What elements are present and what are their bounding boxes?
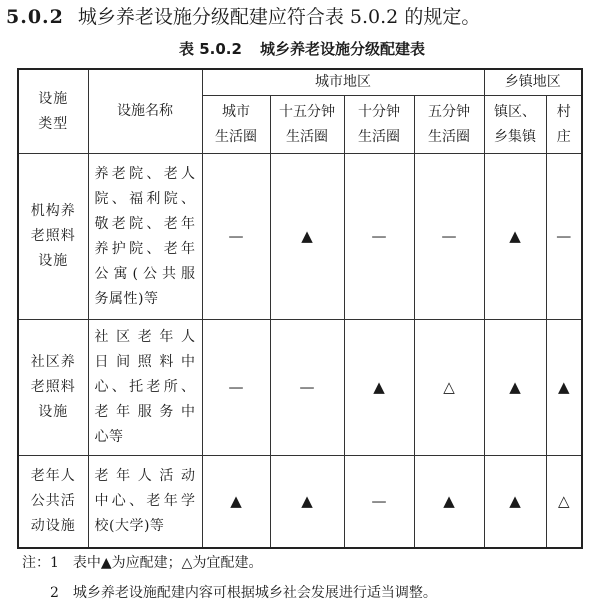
table-caption — [0, 38, 604, 59]
facility-name: 养老院、老人 院、福利院、 敬老院、老年 养护院、老年 公寓(公共服 务属性)等 — [88, 154, 202, 320]
table-label: 表 5.0.2 — [179, 40, 242, 58]
config-mark: — — [202, 154, 270, 320]
subheader-2: 十分钟 生活圈 — [344, 96, 414, 154]
subheader-0: 城市 生活圈 — [202, 96, 270, 154]
facility-category: 社区养 老照料 设施 — [18, 320, 88, 456]
config-mark: — — [344, 456, 414, 548]
header-urban-area: 城市地区 — [202, 69, 484, 96]
facility-category: 老年人 公共活 动设施 — [18, 456, 88, 548]
config-mark: ▲ — [414, 456, 484, 548]
header-row-1 — [18, 69, 582, 96]
config-mark: ▲ — [344, 320, 414, 456]
subheader-5: 村 庄 — [546, 96, 582, 154]
section-number: 5.0.2 — [6, 6, 64, 28]
config-mark: — — [270, 320, 344, 456]
config-mark: ▲ — [484, 456, 546, 548]
config-mark: ▲ — [202, 456, 270, 548]
facility-name: 社区老年人 日间照料中 心、托老所、 老年服务中 心等 — [88, 320, 202, 456]
note-1: 注：1 表中▲为应配建；△为宜配建。 — [22, 555, 263, 571]
table-row — [18, 456, 582, 548]
table-row — [18, 320, 582, 456]
header-rural-area: 乡镇地区 — [484, 69, 582, 96]
table-row — [18, 154, 582, 320]
config-mark: ▲ — [546, 320, 582, 456]
config-mark: — — [202, 320, 270, 456]
facility-category: 机构养 老照料 设施 — [18, 154, 88, 320]
facility-table — [17, 68, 583, 549]
section-text: 城乡养老设施分级配建应符合表 5.0.2 的规定。 — [77, 6, 481, 28]
config-mark: △ — [414, 320, 484, 456]
note-2: 2 城乡养老设施配建内容可根据城乡社会发展进行适当调整。 — [50, 585, 437, 601]
config-mark: ▲ — [270, 154, 344, 320]
subheader-1: 十五分钟 生活圈 — [270, 96, 344, 154]
config-mark: ▲ — [270, 456, 344, 548]
config-mark: ▲ — [484, 154, 546, 320]
subheader-3: 五分钟 生活圈 — [414, 96, 484, 154]
config-mark: — — [414, 154, 484, 320]
table-notes — [22, 548, 437, 608]
config-mark: — — [546, 154, 582, 320]
config-mark: ▲ — [484, 320, 546, 456]
header-category: 设施 类型 — [18, 69, 88, 154]
config-mark: △ — [546, 456, 582, 548]
subheader-4: 镇区、 乡集镇 — [484, 96, 546, 154]
config-mark: — — [344, 154, 414, 320]
facility-name: 老年人活动 中心、老年学 校(大学)等 — [88, 456, 202, 548]
section-heading — [6, 2, 480, 29]
table-title: 城乡养老设施分级配建表 — [259, 40, 425, 58]
header-facility-name: 设施名称 — [88, 69, 202, 154]
